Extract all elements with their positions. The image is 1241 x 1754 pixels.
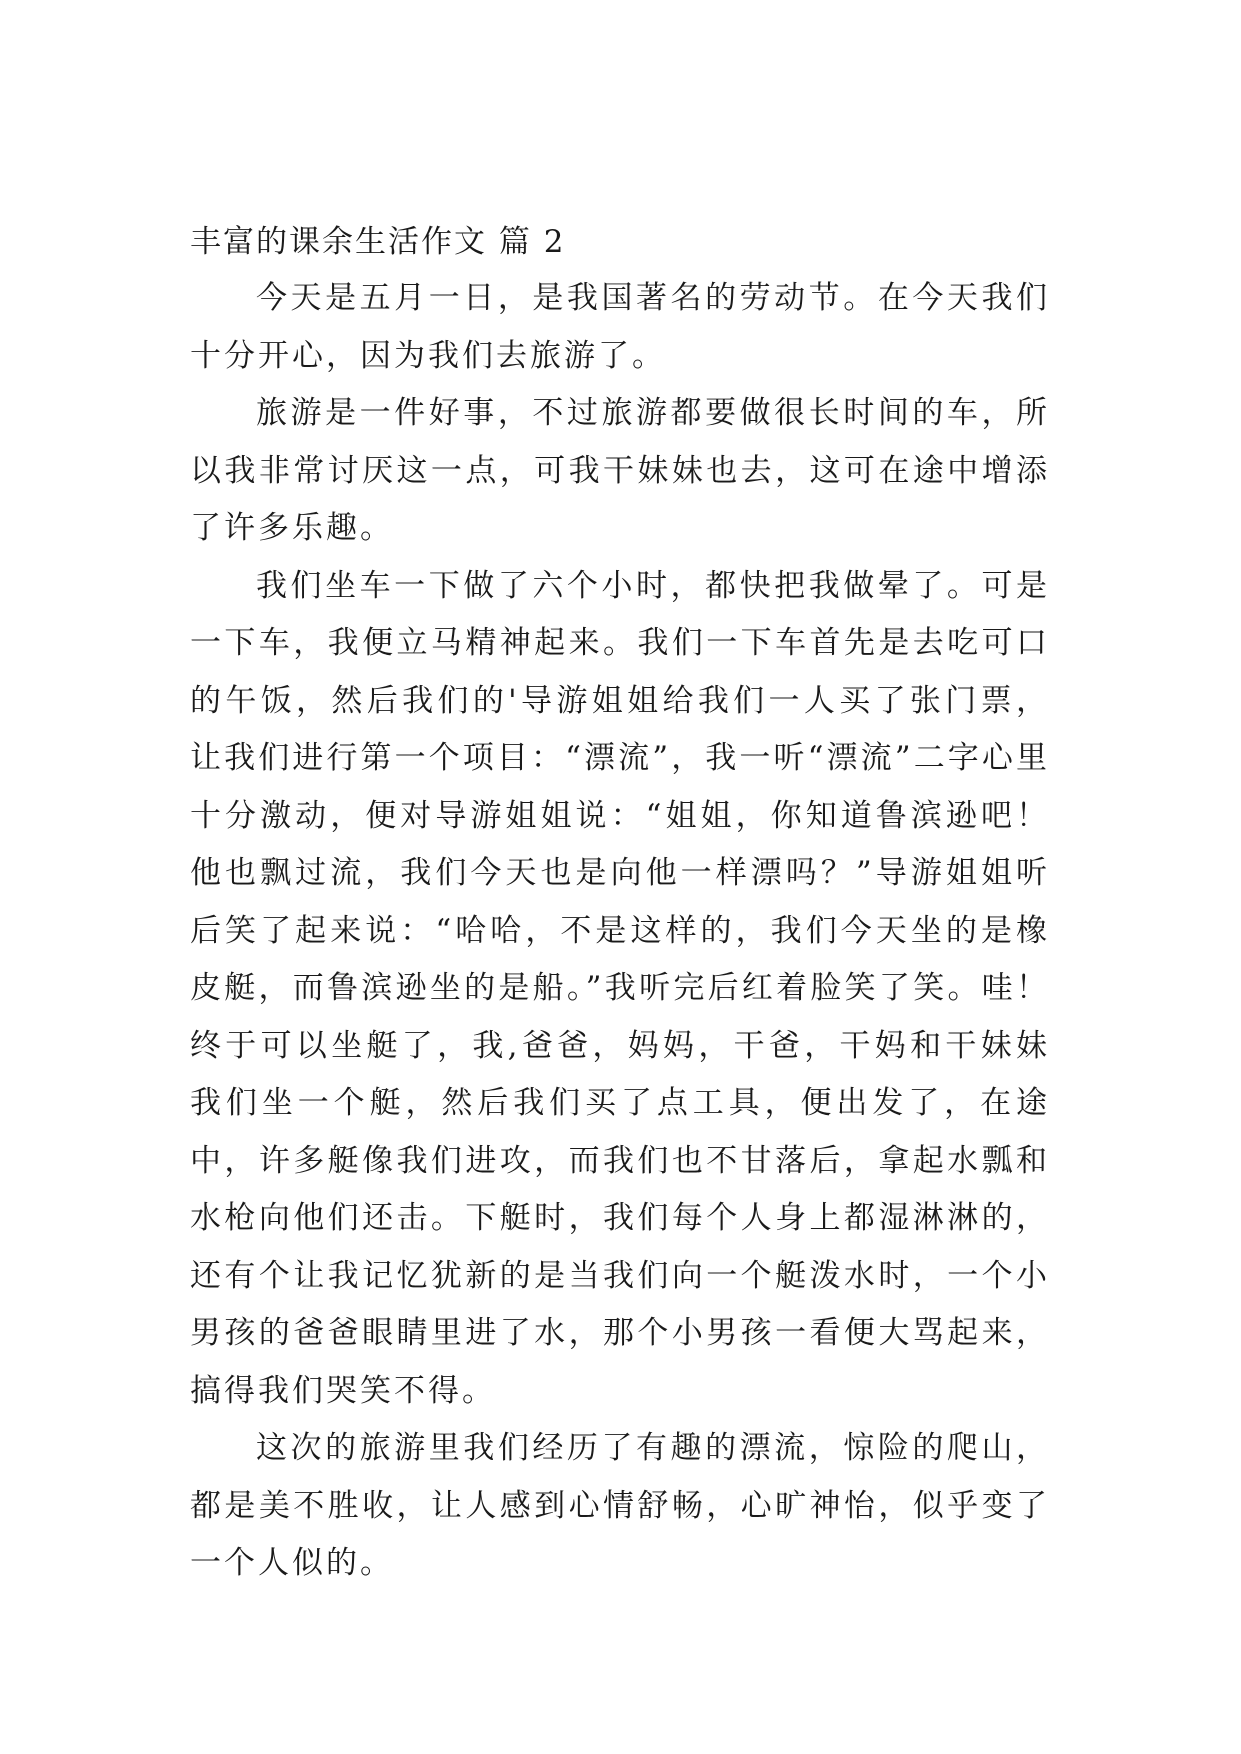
essay-title: 丰富的课余生活作文 篇 2 bbox=[190, 224, 566, 260]
paragraph-1: 今天是五月一日，是我国著名的劳动节。在今天我们十分开心，因为我们去旅游了。 bbox=[190, 280, 1050, 374]
paragraph-4: 这次的旅游里我们经历了有趣的漂流，惊险的爬山，都是美不胜收，让人感到心情舒畅，心旷神怡，似乎变了一个人似的。 bbox=[190, 1430, 1050, 1581]
paragraph-2: 旅游是一件好事，不过旅游都要做很长时间的车，所以我非常讨厌这一点，可我干妹妹也去，这可在途中增添了许多乐趣。 bbox=[190, 395, 1050, 546]
document-body bbox=[190, 222, 1050, 1593]
paragraph-3: 我们坐车一下做了六个小时，都快把我做晕了。可是一下车，我便立马精神起来。我们一下车首先是去吃可口的午饭，然后我们的'导游姐姐给我们一人买了张门票，让我们进行第一个项目：“漂流”，我一听“漂流”二字心里十分激动，便对导游姐姐说：“姐姐，你知道鲁滨逊吧！他也飘过流，我们今天也是向他一样漂吗？”导游姐姐听后笑了起来说：“哈哈，不是这样的，我们今天坐的是橡皮艇，而鲁滨逊坐的是船。”我听完后红着脸笑了笑。哇！终于可以坐艇了，我,爸爸，妈妈，干爸，干妈和干妹妹我们坐一个艇，然后我们买了点工具，便出发了，在途中，许多艇像我们进攻，而我们也不甘落后，拿起水瓢和水枪向他们还击。下艇时，我们每个人身上都湿淋淋的，还有个让我记忆犹新的是当我们向一个艇泼水时，一个小男孩的爸爸眼睛里进了水，那个小男孩一看便大骂起来，搞得我们哭笑不得。 bbox=[190, 567, 1050, 1409]
